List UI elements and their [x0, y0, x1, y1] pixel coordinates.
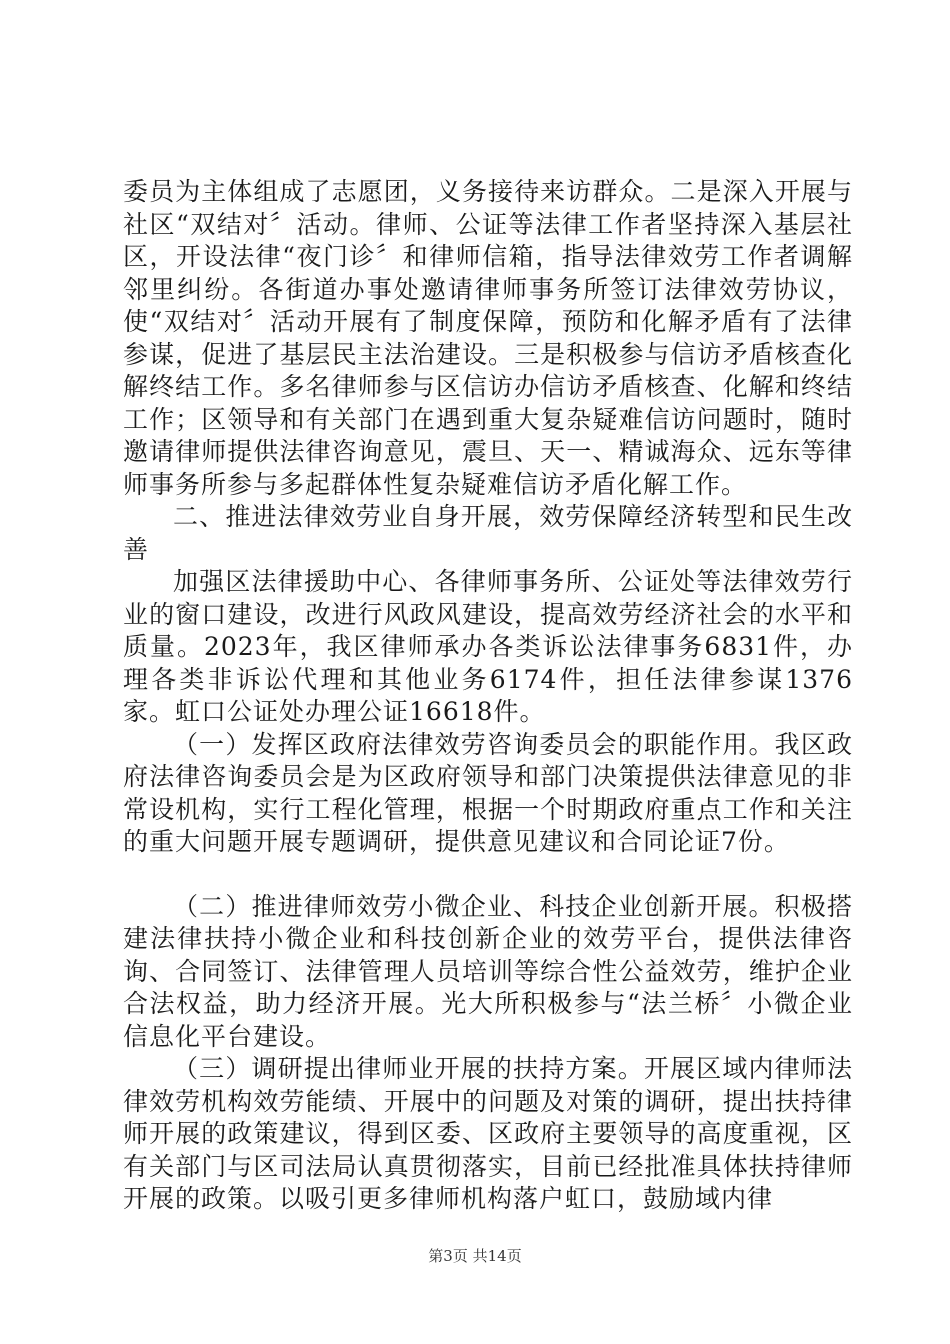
paragraph-overview: 加强区法律援助中心、各律师事务所、公证处等法律效劳行业的窗口建设，改进行风政风建设，提高效劳经济社会的水平和质量。2023年，我区律师承办各类诉讼法律事务6831件，办理各类非诉讼代理和其他业务6174件，担任法律参谋1376家。虹口公证处办理公证16618件。: [123, 567, 853, 726]
paragraph-item-2: （二）推进律师效劳小微企业、科技企业创新开展。积极搭建法律扶持小微企业和科技创新企业的效劳平台，提供法律咨询、合同签订、法律管理人员培训等综合性公益效劳，维护企业合法权益，助力经济开展。光大所积极参与“法兰桥〞小微企业信息化平台建设。: [123, 891, 853, 1051]
paragraph-continuation: 委员为主体组成了志愿团，义务接待来访群众。二是深入开展与社区“双结对〞活动。律师、公证等法律工作者坚持深入基层社区，开设法律“夜门诊〞和律师信箱，指导法律效劳工作者调解邻里纠纷。各街道办事处邀请律师事务所签订法律效劳协议，使“双结对〞活动开展有了制度保障，预防和化解矛盾有了法律参谋，促进了基层民主法治建设。三是积极参与信访矛盾核查化解终结工作。多名律师参与区信访办信访矛盾核查、化解和终结工作；区领导和有关部门在遇到重大复杂疑难信访问题时，随时邀请律师提供法律咨询意见，震旦、天一、精诚海众、远东等律师事务所参与多起群体性复杂疑难信访矛盾化解工作。: [123, 177, 853, 499]
paragraph-item-1: （一）发挥区政府法律效劳咨询委员会的职能作用。我区政府法律咨询委员会是为区政府领导和部门决策提供法律意见的非常设机构，实行工程化管理，根据一个时期政府重点工作和关注的重大问题开展专题调研，提供意见建议和合同论证7份。: [123, 729, 853, 856]
document-body: [123, 176, 853, 1216]
page-number-footer: 第3页 共14页: [428, 1247, 522, 1265]
paragraph-item-3: （三）调研提出律师业开展的扶持方案。开展区域内律师法律效劳机构效劳能绩、开展中的问题及对策的调研，提出扶持律师开展的政策建议，得到区委、区政府主要领导的高度重视，区有关部门与区司法局认真贯彻落实，目前已经批准具体扶持律师开展的政策。以吸引更多律师机构落户虹口，鼓励域内律: [123, 1054, 853, 1213]
section-heading: 二、推进法律效劳业自身开展，效劳保障经济转型和民生改善: [123, 502, 853, 564]
